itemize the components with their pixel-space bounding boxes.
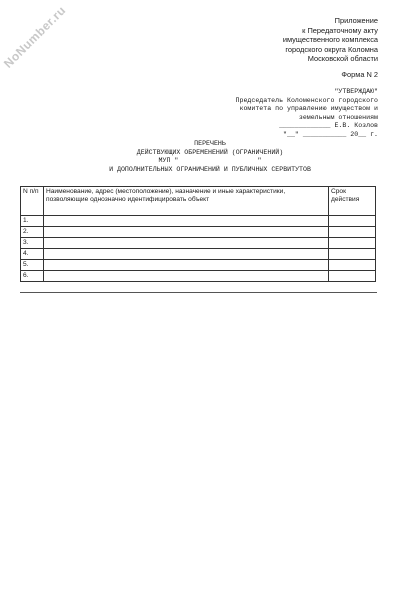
row-number: 4. [21,249,44,260]
watermark: NoNumber.ru [0,3,69,71]
approval-date-line: "__" ___________ 20__ г. [283,130,378,138]
title-line: ПЕРЕЧЕНЬ [194,140,226,147]
footer-rule [20,292,377,293]
appendix-line: Московской области [307,54,378,64]
approval-signature-line: _____________ Е.В. Козлов [279,122,378,130]
row-description [44,216,329,227]
title-line: И ДОПОЛНИТЕЛЬНЫХ ОГРАНИЧЕНИЙ И ПУБЛИЧНЫХ СЕРВИТУТОВ [109,165,311,173]
appendix-line: Приложение [334,16,378,25]
row-number: 2. [21,227,44,238]
approval-block [236,88,378,140]
row-term [329,227,376,238]
row-term [329,216,376,227]
row-term [329,249,376,260]
row-description [44,260,329,271]
approval-line: Председатель Коломенского городского [235,96,378,104]
title-line: ДЕЙСТВУЮЩИХ ОБРЕМЕНЕНИЙ (ОГРАНИЧЕНИЙ) [136,148,284,156]
table-row [21,271,376,282]
approval-line: "УТВЕРЖДАЮ" [334,88,378,95]
table-row [21,249,376,260]
header-number: N п/п [21,187,44,216]
table-row [21,216,376,227]
row-term [329,271,376,282]
approval-line: земельным отношениям [298,113,378,121]
document-title [0,140,420,174]
appendix-note [283,16,378,64]
table-row [21,227,376,238]
appendix-line: имущественного комплекса [282,35,378,45]
form-number: Форма N 2 [341,70,378,79]
row-number: 6. [21,271,44,282]
table-row [21,238,376,249]
row-term [329,238,376,249]
header-term: Срок действия [329,187,376,216]
row-description [44,249,329,260]
table-header-row [21,187,376,216]
row-term [329,260,376,271]
row-description [44,271,329,282]
row-description [44,238,329,249]
row-number: 1. [21,216,44,227]
row-number: 5. [21,260,44,271]
header-description: Наименование, адрес (местоположение), назначение и иные характеристики, позволяющие однозначно идентифицировать объект [44,187,329,216]
title-line: МУП " " [158,157,262,165]
appendix-line: городского округа Коломна [285,44,378,54]
approval-line: комитета по управлению имуществом и [239,105,378,113]
row-number: 3. [21,238,44,249]
appendix-line: к Передаточному акту [302,25,378,35]
table-row [21,260,376,271]
encumbrances-table [20,186,376,282]
row-description [44,227,329,238]
